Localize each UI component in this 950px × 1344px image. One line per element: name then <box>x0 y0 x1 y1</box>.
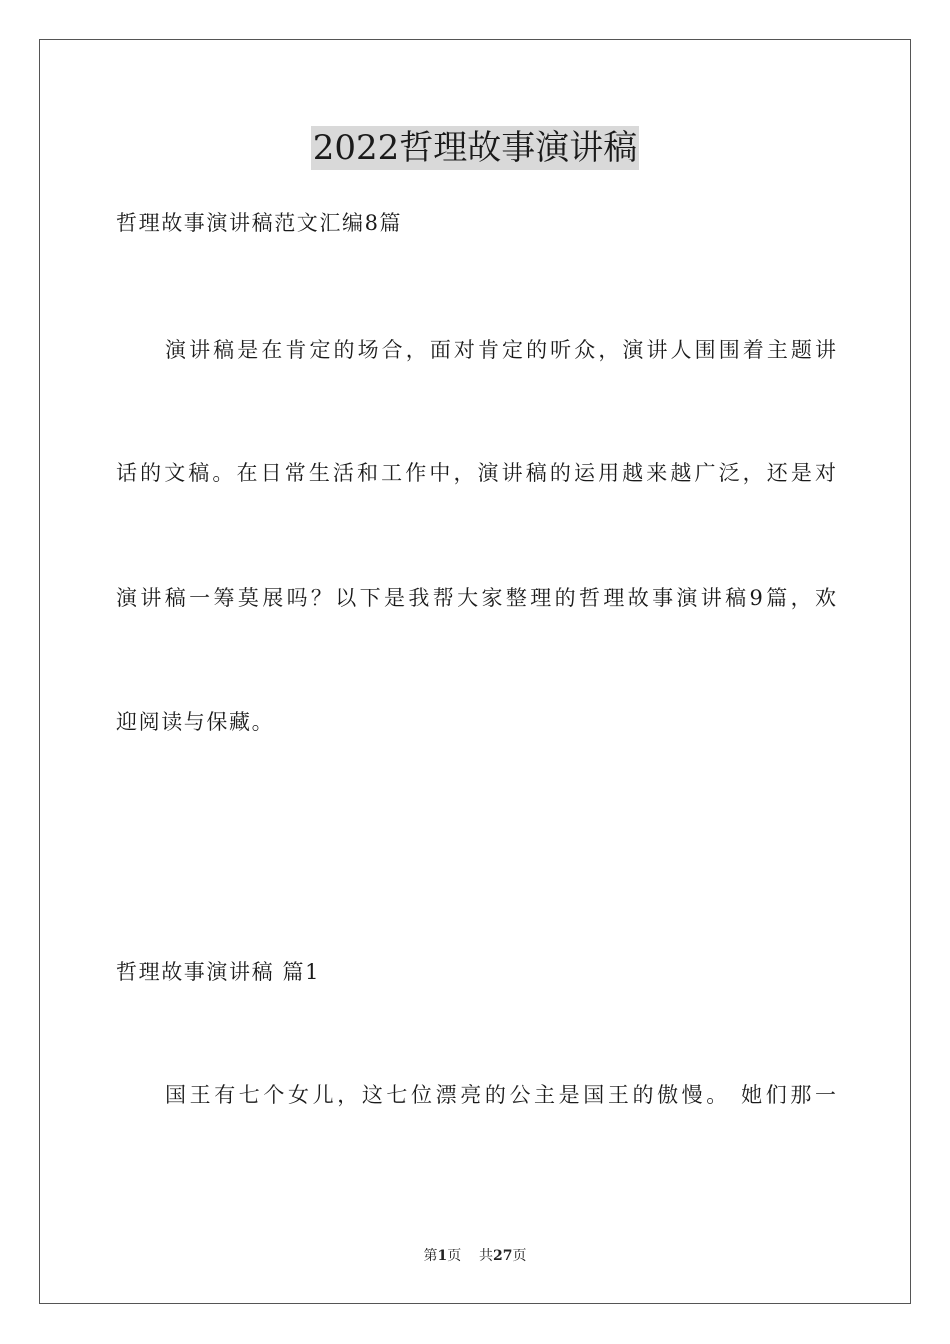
footer-total-suffix: 页 <box>512 1248 527 1264</box>
title-container <box>0 126 950 170</box>
footer-page-number: 1 <box>437 1248 448 1264</box>
intro-line-2: 话的文稿。在日常生活和工作中，演讲稿的运用越来越广泛，还是对 <box>116 461 836 485</box>
document-title: 2022哲理故事演讲稿 <box>312 128 638 168</box>
footer-total-prefix: 共 <box>479 1248 494 1264</box>
intro-line-3: 演讲稿一筹莫展吗？以下是我帮大家整理的哲理故事演讲稿9篇，欢 <box>116 586 836 610</box>
section-first-line: 国王有七个女儿，这七位漂亮的公主是国王的傲慢。 她们那一 <box>165 1083 836 1107</box>
document-subtitle: 哲理故事演讲稿范文汇编8篇 <box>116 211 403 235</box>
footer-page-prefix: 第 <box>423 1248 438 1264</box>
footer-page-suffix: 页 <box>447 1248 462 1264</box>
page-footer <box>0 1247 950 1265</box>
section-heading: 哲理故事演讲稿 篇1 <box>116 960 321 984</box>
intro-line-4: 迎阅读与保藏。 <box>116 710 275 734</box>
intro-line-1: 演讲稿是在肯定的场合，面对肯定的听众，演讲人围围着主题讲 <box>165 338 836 362</box>
footer-total-pages: 27 <box>493 1248 513 1264</box>
